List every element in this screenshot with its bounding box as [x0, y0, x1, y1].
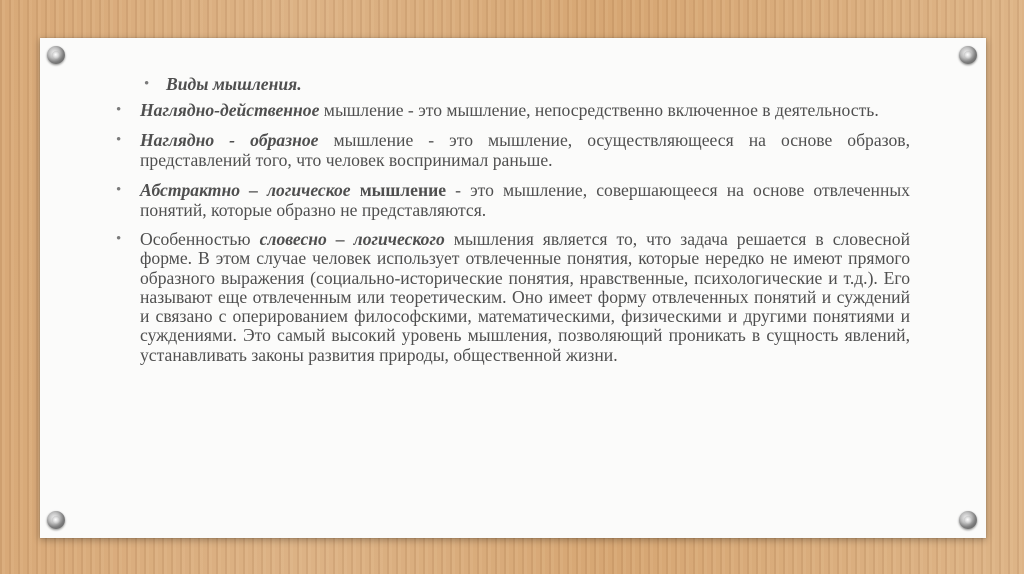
term: Наглядно-действенное — [140, 100, 320, 120]
bullet-icon: • — [116, 231, 122, 247]
pin-icon — [959, 46, 977, 64]
term: словесно – логического — [259, 229, 445, 249]
item-text: - это мышление, совершающееся на основе отвлеченных понятий, которые образно не представляются. — [140, 180, 910, 220]
term: Абстрактно – логическое — [140, 180, 351, 200]
item-text: мышление - это мышление, осуществляющееся на основе образов, представлений того, что человек воспринимал раньше. — [140, 130, 911, 170]
bullet-icon: • — [144, 76, 150, 92]
item-prefix: Особенностью — [140, 229, 260, 249]
item-text: мышление - это мышление, непосредственно включенное в деятельность. — [319, 100, 879, 120]
bullet-icon: • — [116, 102, 122, 118]
list-item — [114, 100, 910, 120]
list-item — [114, 180, 910, 220]
list-item — [114, 230, 910, 365]
term: Наглядно - образное — [140, 130, 319, 150]
pin-icon — [47, 511, 65, 529]
list-item — [114, 130, 910, 170]
pin-icon — [47, 46, 65, 64]
slide-heading: Виды мышления. — [166, 74, 302, 94]
item-text: мышления является то, что задача решается в словесной форме. В этом случае человек использует отвлеченные понятия, которые нередко не имеют прямого образного выражения (социально-исторические понятия, нравственные, психологические и т.д.). Его называют еще отвлеченным или теоретическим. Оно имеет форму отвлеченных понятий и суждений и связано с оперированием философскими, математическими, физическими и другими понятиями и суждениями. Это самый высокий уровень мышления, позволяющий проникать в сущность явлений, устанавливать законы развития природы, общественной жизни. — [140, 229, 910, 365]
slide-content — [114, 74, 910, 375]
pin-icon — [959, 511, 977, 529]
term-suffix: мышление — [350, 180, 447, 200]
bullet-icon: • — [116, 182, 122, 198]
bullet-icon: • — [116, 132, 122, 148]
slide-card — [40, 38, 986, 538]
heading-item — [114, 74, 910, 94]
